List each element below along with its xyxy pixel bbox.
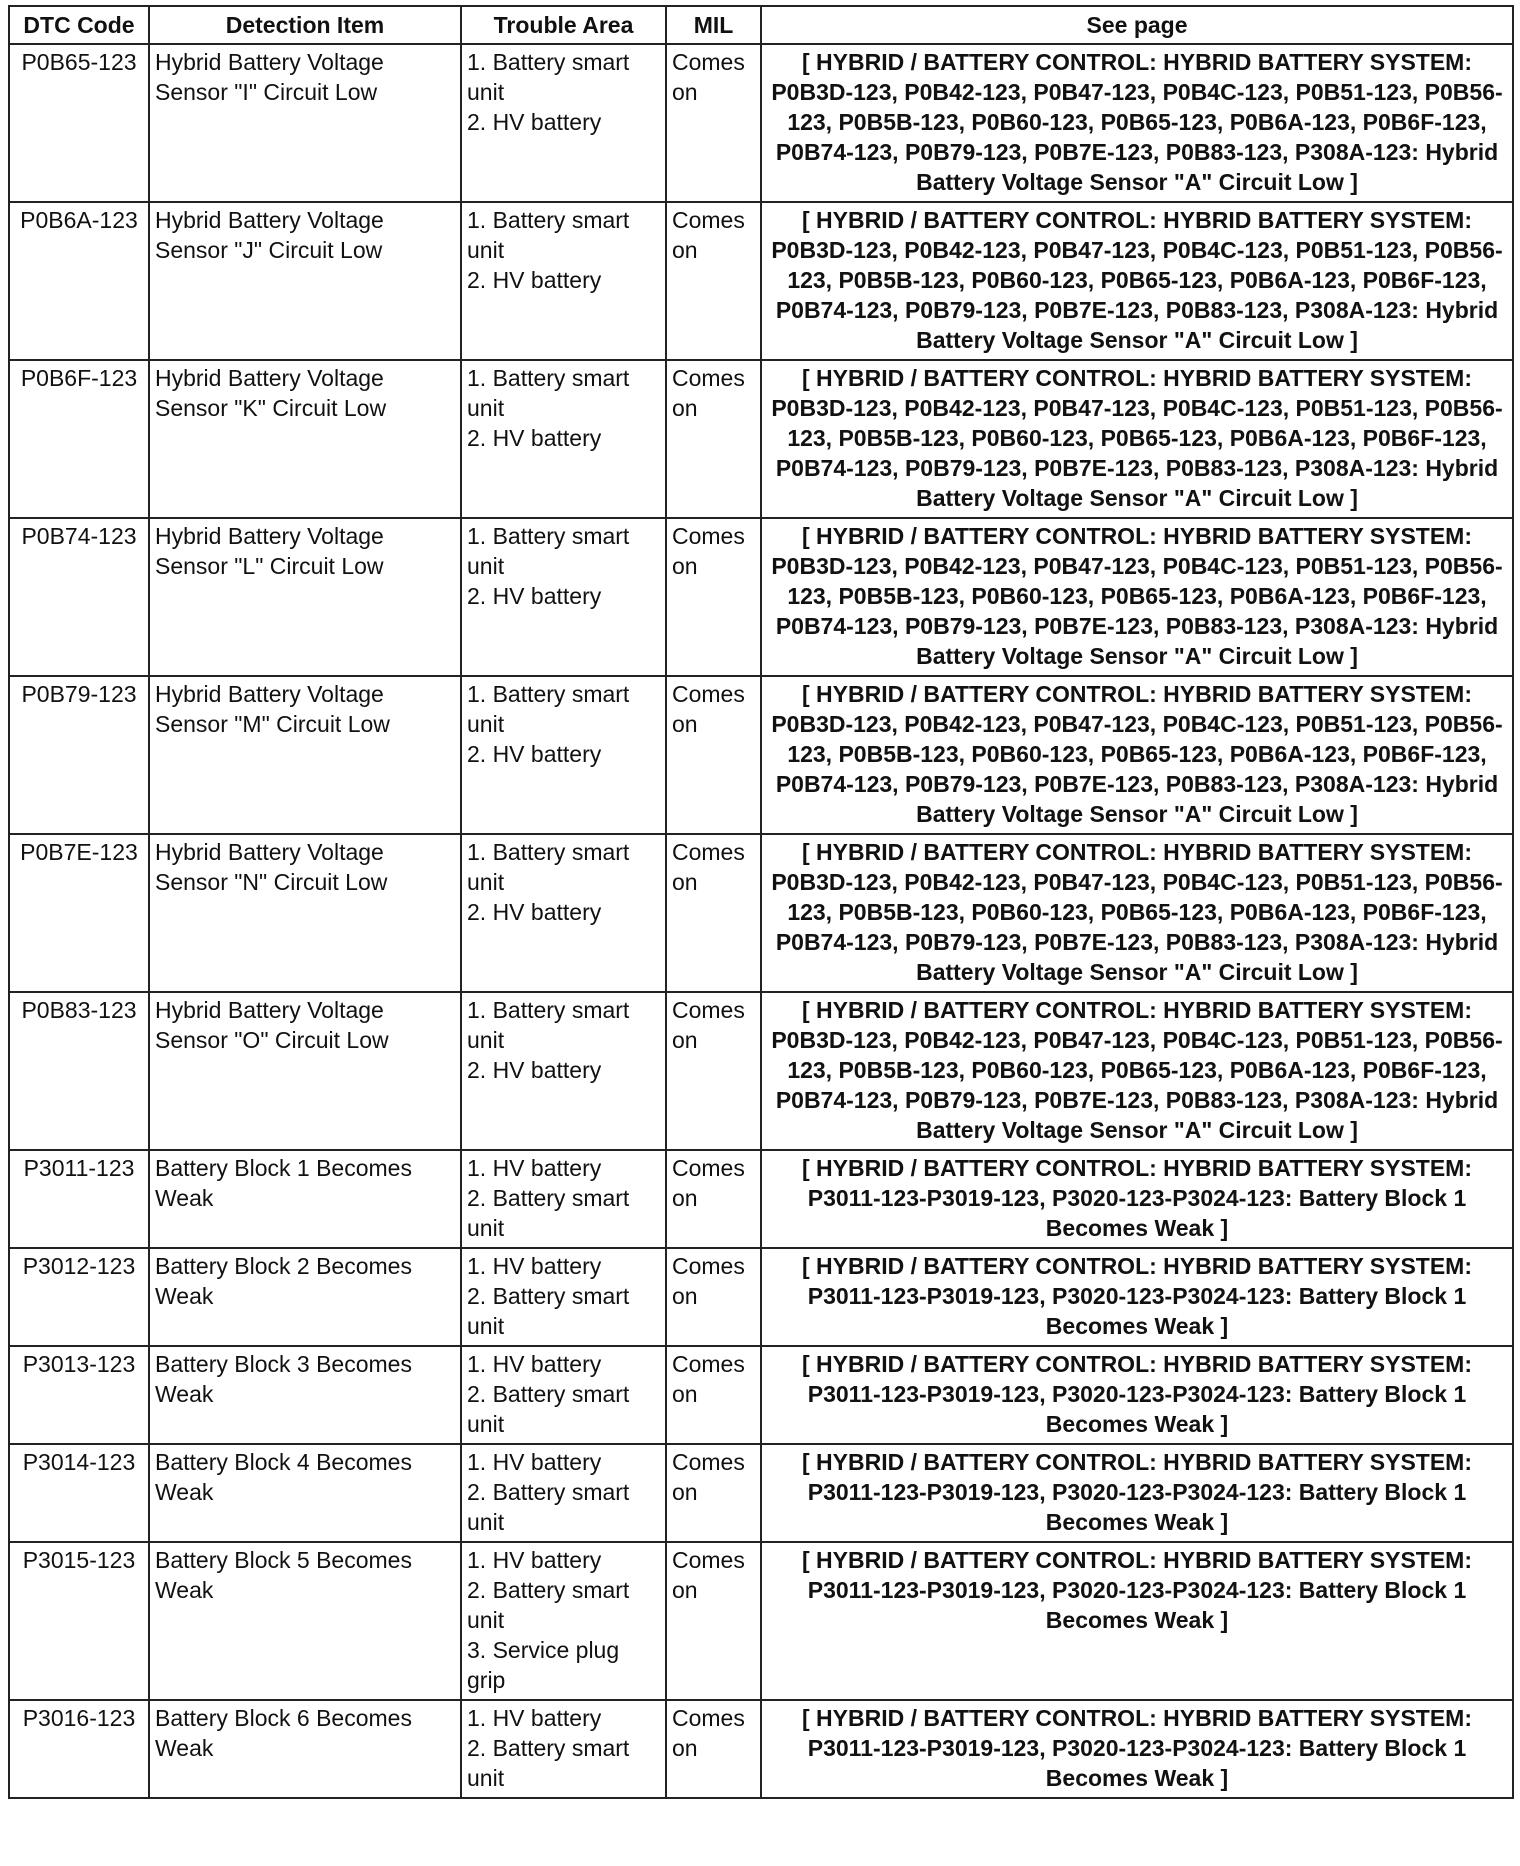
table-row [9, 992, 1513, 1150]
trouble-area-cell [461, 1444, 666, 1542]
header-mil: MIL [666, 6, 761, 44]
table-row [9, 202, 1513, 360]
see-page-cell: [ HYBRID / BATTERY CONTROL: HYBRID BATTERY SYSTEM: P3011-123-P3019-123, P3020-123-P3024-123: Battery Block 1 Becomes Weak ] [761, 1700, 1513, 1798]
trouble-area-entry: 1. Battery smart unit [467, 207, 630, 263]
mil-cell: Comes on [666, 44, 761, 202]
trouble-area-cell [461, 518, 666, 676]
table-row [9, 1700, 1513, 1798]
see-page-cell: [ HYBRID / BATTERY CONTROL: HYBRID BATTERY SYSTEM: P0B3D-123, P0B42-123, P0B47-123, P0B4C-123, P0B51-123, P0B56-123, P0B5B-123, P0B60-123, P0B65-123, P0B6A-123, P0B6F-123, P0B74-123, P0B79-123, P0B7E-123, P0B83-123, P308A-123: Hybrid Battery Voltage Sensor "A" Circuit Low ] [761, 44, 1513, 202]
trouble-area-entry: 2. HV battery [467, 583, 602, 609]
mil-cell: Comes on [666, 1150, 761, 1248]
trouble-area-entry: 1. Battery smart unit [467, 839, 630, 895]
mil-cell: Comes on [666, 1444, 761, 1542]
mil-cell: Comes on [666, 1700, 761, 1798]
mil-cell: Comes on [666, 676, 761, 834]
table-row [9, 518, 1513, 676]
table-header-row [9, 6, 1513, 44]
detection-item-cell: Battery Block 2 Becomes Weak [149, 1248, 461, 1346]
dtc-code-cell: P3015-123 [9, 1542, 149, 1700]
trouble-area-entry: 2. HV battery [467, 425, 602, 451]
trouble-area-cell [461, 676, 666, 834]
trouble-area-entry: 1. HV battery [467, 1253, 602, 1279]
header-dtc-code: DTC Code [9, 6, 149, 44]
trouble-area-entry: 1. HV battery [467, 1705, 602, 1731]
dtc-code-cell: P0B6F-123 [9, 360, 149, 518]
table-row [9, 1150, 1513, 1248]
see-page-cell: [ HYBRID / BATTERY CONTROL: HYBRID BATTERY SYSTEM: P0B3D-123, P0B42-123, P0B47-123, P0B4C-123, P0B51-123, P0B56-123, P0B5B-123, P0B60-123, P0B65-123, P0B6A-123, P0B6F-123, P0B74-123, P0B79-123, P0B7E-123, P0B83-123, P308A-123: Hybrid Battery Voltage Sensor "A" Circuit Low ] [761, 360, 1513, 518]
trouble-area-cell [461, 1700, 666, 1798]
see-page-cell: [ HYBRID / BATTERY CONTROL: HYBRID BATTERY SYSTEM: P0B3D-123, P0B42-123, P0B47-123, P0B4C-123, P0B51-123, P0B56-123, P0B5B-123, P0B60-123, P0B65-123, P0B6A-123, P0B6F-123, P0B74-123, P0B79-123, P0B7E-123, P0B83-123, P308A-123: Hybrid Battery Voltage Sensor "A" Circuit Low ] [761, 518, 1513, 676]
trouble-area-entry: 1. Battery smart unit [467, 997, 630, 1053]
see-page-cell: [ HYBRID / BATTERY CONTROL: HYBRID BATTERY SYSTEM: P0B3D-123, P0B42-123, P0B47-123, P0B4C-123, P0B51-123, P0B56-123, P0B5B-123, P0B60-123, P0B65-123, P0B6A-123, P0B6F-123, P0B74-123, P0B79-123, P0B7E-123, P0B83-123, P308A-123: Hybrid Battery Voltage Sensor "A" Circuit Low ] [761, 834, 1513, 992]
trouble-area-entry: 2. Battery smart unit [467, 1381, 630, 1437]
see-page-cell: [ HYBRID / BATTERY CONTROL: HYBRID BATTERY SYSTEM: P0B3D-123, P0B42-123, P0B47-123, P0B4C-123, P0B51-123, P0B56-123, P0B5B-123, P0B60-123, P0B65-123, P0B6A-123, P0B6F-123, P0B74-123, P0B79-123, P0B7E-123, P0B83-123, P308A-123: Hybrid Battery Voltage Sensor "A" Circuit Low ] [761, 202, 1513, 360]
trouble-area-entry: 2. HV battery [467, 741, 602, 767]
table-row [9, 1248, 1513, 1346]
detection-item-cell: Hybrid Battery Voltage Sensor "O" Circuit Low [149, 992, 461, 1150]
see-page-cell: [ HYBRID / BATTERY CONTROL: HYBRID BATTERY SYSTEM: P3011-123-P3019-123, P3020-123-P3024-123: Battery Block 1 Becomes Weak ] [761, 1248, 1513, 1346]
table-body [9, 44, 1513, 1798]
see-page-cell: [ HYBRID / BATTERY CONTROL: HYBRID BATTERY SYSTEM: P3011-123-P3019-123, P3020-123-P3024-123: Battery Block 1 Becomes Weak ] [761, 1346, 1513, 1444]
trouble-area-cell [461, 834, 666, 992]
trouble-area-cell [461, 1248, 666, 1346]
detection-item-cell: Battery Block 3 Becomes Weak [149, 1346, 461, 1444]
trouble-area-cell [461, 202, 666, 360]
trouble-area-cell [461, 1346, 666, 1444]
header-see-page: See page [761, 6, 1513, 44]
dtc-table [8, 5, 1514, 1799]
dtc-code-cell: P0B65-123 [9, 44, 149, 202]
trouble-area-entry: 2. Battery smart unit [467, 1735, 630, 1791]
trouble-area-entry: 2. Battery smart unit [467, 1479, 630, 1535]
see-page-cell: [ HYBRID / BATTERY CONTROL: HYBRID BATTERY SYSTEM: P3011-123-P3019-123, P3020-123-P3024-123: Battery Block 1 Becomes Weak ] [761, 1542, 1513, 1700]
trouble-area-entry: 1. Battery smart unit [467, 49, 630, 105]
trouble-area-cell [461, 1150, 666, 1248]
trouble-area-entry: 1. HV battery [467, 1155, 602, 1181]
trouble-area-entry: 2. HV battery [467, 1057, 602, 1083]
dtc-code-cell: P0B79-123 [9, 676, 149, 834]
dtc-code-cell: P0B6A-123 [9, 202, 149, 360]
dtc-code-cell: P3012-123 [9, 1248, 149, 1346]
dtc-table-container [8, 5, 1514, 1799]
trouble-area-entry: 1. Battery smart unit [467, 523, 630, 579]
mil-cell: Comes on [666, 518, 761, 676]
mil-cell: Comes on [666, 1346, 761, 1444]
dtc-code-cell: P0B74-123 [9, 518, 149, 676]
detection-item-cell: Battery Block 4 Becomes Weak [149, 1444, 461, 1542]
trouble-area-cell [461, 44, 666, 202]
dtc-code-cell: P3014-123 [9, 1444, 149, 1542]
mil-cell: Comes on [666, 360, 761, 518]
trouble-area-entry: 2. Battery smart unit [467, 1577, 630, 1633]
header-trouble-area: Trouble Area [461, 6, 666, 44]
detection-item-cell: Hybrid Battery Voltage Sensor "N" Circuit Low [149, 834, 461, 992]
see-page-cell: [ HYBRID / BATTERY CONTROL: HYBRID BATTERY SYSTEM: P3011-123-P3019-123, P3020-123-P3024-123: Battery Block 1 Becomes Weak ] [761, 1444, 1513, 1542]
trouble-area-cell [461, 992, 666, 1150]
trouble-area-entry: 2. HV battery [467, 109, 602, 135]
mil-cell: Comes on [666, 202, 761, 360]
table-row [9, 676, 1513, 834]
detection-item-cell: Battery Block 6 Becomes Weak [149, 1700, 461, 1798]
dtc-code-cell: P3011-123 [9, 1150, 149, 1248]
detection-item-cell: Hybrid Battery Voltage Sensor "J" Circuit Low [149, 202, 461, 360]
trouble-area-entry: 1. HV battery [467, 1547, 602, 1573]
trouble-area-entry: 2. Battery smart unit [467, 1185, 630, 1241]
trouble-area-entry: 1. Battery smart unit [467, 365, 630, 421]
mil-cell: Comes on [666, 834, 761, 992]
trouble-area-entry: 2. Battery smart unit [467, 1283, 630, 1339]
dtc-code-cell: P3016-123 [9, 1700, 149, 1798]
see-page-cell: [ HYBRID / BATTERY CONTROL: HYBRID BATTERY SYSTEM: P3011-123-P3019-123, P3020-123-P3024-123: Battery Block 1 Becomes Weak ] [761, 1150, 1513, 1248]
table-row [9, 360, 1513, 518]
trouble-area-entry: 1. Battery smart unit [467, 681, 630, 737]
table-row [9, 1444, 1513, 1542]
trouble-area-entry: 1. HV battery [467, 1351, 602, 1377]
table-row [9, 1346, 1513, 1444]
detection-item-cell: Hybrid Battery Voltage Sensor "K" Circuit Low [149, 360, 461, 518]
trouble-area-cell [461, 360, 666, 518]
trouble-area-cell [461, 1542, 666, 1700]
table-row [9, 834, 1513, 992]
see-page-cell: [ HYBRID / BATTERY CONTROL: HYBRID BATTERY SYSTEM: P0B3D-123, P0B42-123, P0B47-123, P0B4C-123, P0B51-123, P0B56-123, P0B5B-123, P0B60-123, P0B65-123, P0B6A-123, P0B6F-123, P0B74-123, P0B79-123, P0B7E-123, P0B83-123, P308A-123: Hybrid Battery Voltage Sensor "A" Circuit Low ] [761, 676, 1513, 834]
dtc-code-cell: P0B83-123 [9, 992, 149, 1150]
detection-item-cell: Battery Block 1 Becomes Weak [149, 1150, 461, 1248]
trouble-area-entry: 2. HV battery [467, 267, 602, 293]
trouble-area-entry: 3. Service plug grip [467, 1637, 620, 1693]
trouble-area-entry: 1. HV battery [467, 1449, 602, 1475]
table-row [9, 44, 1513, 202]
dtc-code-cell: P3013-123 [9, 1346, 149, 1444]
dtc-code-cell: P0B7E-123 [9, 834, 149, 992]
mil-cell: Comes on [666, 1248, 761, 1346]
mil-cell: Comes on [666, 992, 761, 1150]
mil-cell: Comes on [666, 1542, 761, 1700]
detection-item-cell: Battery Block 5 Becomes Weak [149, 1542, 461, 1700]
see-page-cell: [ HYBRID / BATTERY CONTROL: HYBRID BATTERY SYSTEM: P0B3D-123, P0B42-123, P0B47-123, P0B4C-123, P0B51-123, P0B56-123, P0B5B-123, P0B60-123, P0B65-123, P0B6A-123, P0B6F-123, P0B74-123, P0B79-123, P0B7E-123, P0B83-123, P308A-123: Hybrid Battery Voltage Sensor "A" Circuit Low ] [761, 992, 1513, 1150]
detection-item-cell: Hybrid Battery Voltage Sensor "I" Circuit Low [149, 44, 461, 202]
table-row [9, 1542, 1513, 1700]
detection-item-cell: Hybrid Battery Voltage Sensor "M" Circuit Low [149, 676, 461, 834]
header-detection-item: Detection Item [149, 6, 461, 44]
trouble-area-entry: 2. HV battery [467, 899, 602, 925]
detection-item-cell: Hybrid Battery Voltage Sensor "L" Circuit Low [149, 518, 461, 676]
